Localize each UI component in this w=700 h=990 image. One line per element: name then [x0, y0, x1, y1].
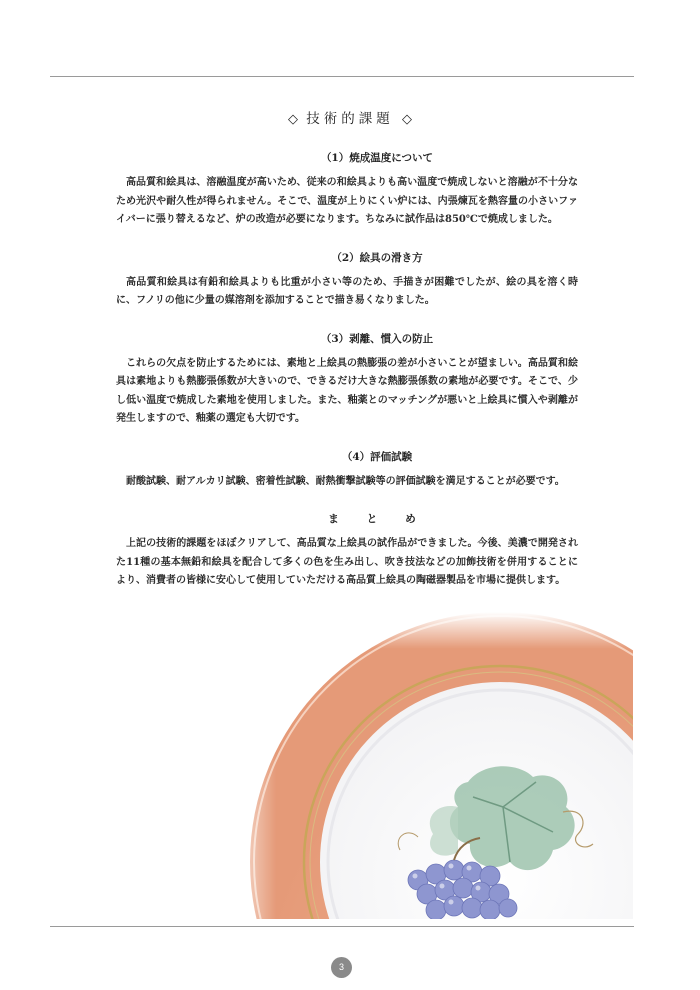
bottom-rule [50, 926, 634, 927]
section-heading: （1）焼成温度について [320, 152, 434, 164]
section-summary [116, 511, 578, 591]
summary-body: 上記の技術的課題をほぼクリアして、高品質な上絵具の試作品ができました。今後、美濃で開発された11種の基本無鉛和絵具を配合して多くの色を生み出し、吹き技法などの加飾技術を併用することにより、消費者の皆様に安心して使用していただける高品質上絵具の陶磁器製品を市場に提供します。 [116, 538, 578, 586]
section-body: 高品質和絵具は有鉛和絵具よりも比重が小さい等のため、手描きが困難でしたが、絵の具を溶く時に、フノリの他に少量の媒溶剤を添加することで描き易くなりました。 [116, 276, 578, 306]
section-heading: （2）絵具の滑き方 [331, 251, 423, 264]
section-peeling-prevention [116, 331, 578, 429]
section-paint-mixing [116, 250, 578, 311]
page-number-badge: 3 [331, 957, 352, 978]
page-title [0, 107, 700, 127]
section-firing-temperature [116, 150, 578, 230]
plate-illustration [218, 612, 633, 919]
main-content [116, 150, 578, 611]
section-body: これらの欠点を防止するためには、素地と上絵具の熱膨張の差が小さいことが望ましい。高品質和絵具は素地よりも熱膨張係数が大きいので、できるだけ大きな熱膨張係数の素地が必要です。そこで、少し低い温度で焼成した素地を使用しました。また、釉薬とのマッチングが悪いと上絵具に慣入や剥離が発生しますので、釉薬の選定も大切です。 [116, 357, 578, 424]
section-heading: （3）剥離、慣入の防止 [320, 332, 434, 345]
section-body: 耐酸試験、耐アルカリ試験、密着性試験、耐熱衝撃試験等の評価試験を満足することが必要です。 [126, 475, 565, 487]
section-heading: （4）評価試験 [341, 450, 413, 463]
top-rule [50, 76, 634, 77]
page-title-text: 技術的課題 [306, 111, 394, 127]
plate-photo [218, 612, 633, 919]
diamond-icon-right: ◇ [402, 112, 413, 127]
section-evaluation-test [116, 449, 578, 492]
diamond-icon-left: ◇ [287, 112, 298, 127]
section-body: 高品質和絵具は、溶融温度が高いため、従来の和絵具よりも高い温度で焼成しないと溶融が不十分なため光沢や耐久性が得られません。そこで、温度が上りにくい炉には、内張煉瓦を熱容量の小さいファイバーに張り替えるなど、炉の改造が必要になります。ちなみに試作品は850℃で焼成しました。 [116, 177, 578, 225]
summary-heading: まとめ [328, 513, 444, 525]
